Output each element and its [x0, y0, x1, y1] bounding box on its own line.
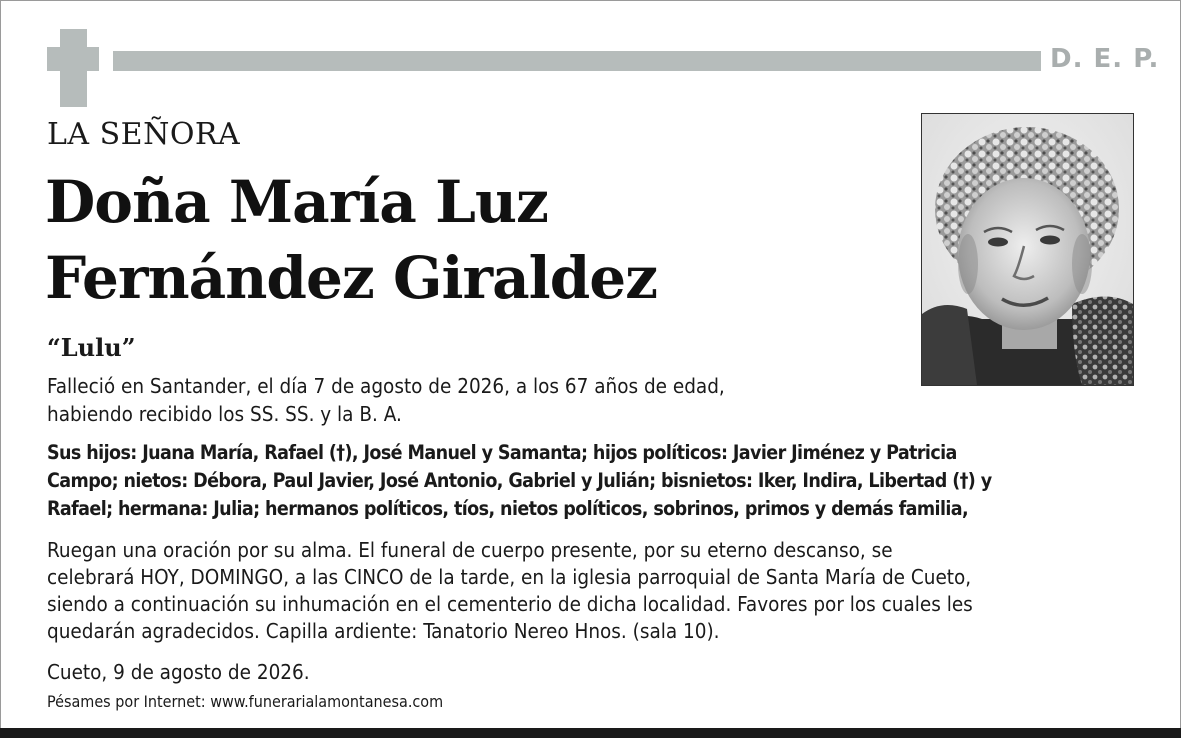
deceased-name	[45, 164, 657, 316]
condolences-website: Pésames por Internet: www.funerarialamontanesa.com	[47, 692, 444, 711]
dep-label: D. E. P.	[1050, 44, 1160, 74]
portrait-photo	[921, 113, 1134, 386]
service-line: Ruegan una oración por su alma. El funeral de cuerpo presente, por su eterno descanso, se	[47, 538, 893, 562]
name-line-2: Fernández Giraldez	[45, 244, 658, 312]
nickname: “Lulu”	[47, 333, 136, 362]
family-line: Sus hijos: Juana María, Rafael (†), José Manuel y Samanta; hijos políticos: Javier Jiménez y Patricia	[47, 441, 957, 464]
family-list	[47, 439, 992, 523]
service-line: siendo a continuación su inhumación en el cementerio de dicha localidad. Favores por los cuales les	[47, 592, 973, 616]
family-line: Rafael; hermana: Julia; hermanos políticos, tíos, nietos políticos, sobrinos, primos y demás familia,	[47, 497, 969, 520]
name-line-1: Doña María Luz	[45, 168, 548, 236]
header-rule	[113, 51, 1041, 71]
service-line: celebrará HOY, DOMINGO, a las CINCO de la tarde, en la iglesia parroquial de Santa María de Cueto,	[47, 565, 972, 589]
place-date: Cueto, 9 de agosto de 2026.	[47, 660, 310, 684]
family-line: Campo; nietos: Débora, Paul Javier, José Antonio, Gabriel y Julián; bisnietos: Iker, Indira, Libertad (†) y	[47, 469, 992, 492]
bottom-rule	[0, 728, 1181, 738]
obituary-line: Falleció en Santander, el día 7 de agosto de 2026, a los 67 años de edad,	[47, 374, 725, 398]
death-announcement	[47, 372, 725, 428]
obituary-line: habiendo recibido los SS. SS. y la B. A.	[47, 402, 402, 426]
service-line: quedarán agradecidos. Capilla ardiente: Tanatorio Nereo Hnos. (sala 10).	[47, 619, 720, 643]
funeral-service-text	[47, 537, 973, 645]
title-label: LA SEÑORA	[47, 117, 241, 152]
